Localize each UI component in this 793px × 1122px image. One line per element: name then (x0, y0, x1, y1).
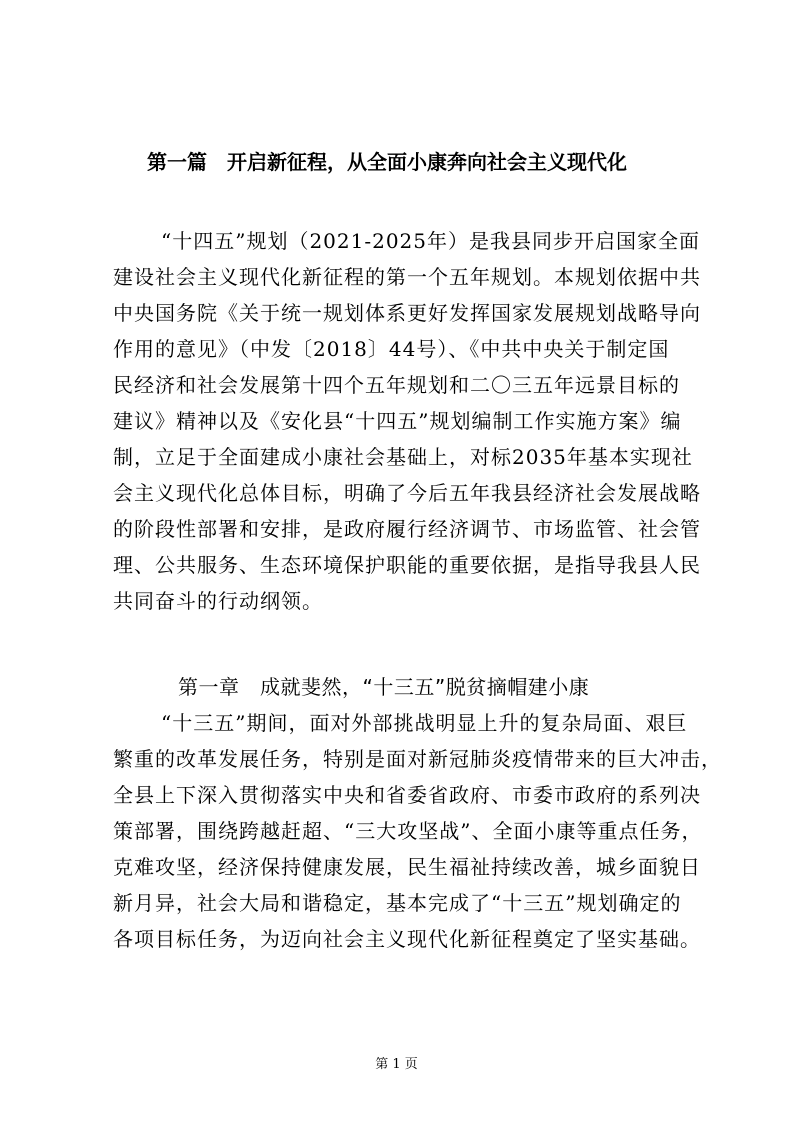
paragraph-line: 策部署，围绕跨越赶超、“三大攻坚战”、全面小康等重点任务， (113, 819, 703, 843)
paragraph-line: 理、公共服务、生态环境保护职能的重要依据，是指导我县人民 (113, 553, 701, 577)
chapter-paragraph (113, 705, 722, 957)
paragraph-line: 民经济和社会发展第十四个五年规划和二〇三五年远景目标的 (113, 373, 680, 397)
paragraph-line: 克难攻坚，经济保持健康发展，民生福祉持续改善，城乡面貌日 (113, 855, 701, 879)
intro-paragraph (113, 223, 701, 619)
paragraph-line: 中央国务院《关于统一规划体系更好发挥国家发展规划战略导向 (113, 301, 701, 325)
chapter-title: 第一章 成就斐然，“十三五”脱贫摘帽建小康 (178, 675, 590, 699)
paragraph-line: 新月异，社会大局和谐稳定，基本完成了“十三五”规划确定的 (113, 891, 682, 915)
page-number: 第 1 页 (375, 1057, 418, 1072)
paragraph-line: 各项目标任务，为迈向社会主义现代化新征程奠定了坚实基础。 (113, 927, 701, 951)
paragraph-line: 繁重的改革发展任务，特别是面对新冠肺炎疫情带来的巨大冲击， (113, 747, 722, 771)
paragraph-line: 全县上下深入贯彻落实中央和省委省政府、市委市政府的系列决 (113, 783, 701, 807)
paragraph-line: “十四五”规划（2021-2025年）是我县同步开启国家全面 (161, 229, 701, 253)
paragraph-line: 制，立足于全面建成小康社会基础上，对标2035年基本实现社 (113, 445, 693, 469)
paragraph-line: 共同奋斗的行动纲领。 (113, 589, 323, 613)
paragraph-line: “十三五”期间，面对外部挑战明显上升的复杂局面、艰巨 (161, 711, 688, 735)
part-title: 第一篇 开启新征程，从全面小康奔向社会主义现代化 (147, 150, 627, 174)
paragraph-line: 作用的意见》（中发〔2018〕44号）、《中共中央关于制定国 (113, 337, 670, 361)
paragraph-line: 的阶段性部署和安排，是政府履行经济调节、市场监管、社会管 (113, 517, 701, 541)
paragraph-line: 建设社会主义现代化新征程的第一个五年规划。本规划依据中共 (113, 265, 701, 289)
paragraph-line: 建议》精神以及《安化县“十四五”规划编制工作实施方案》编 (113, 409, 682, 433)
paragraph-line: 会主义现代化总体目标，明确了今后五年我县经济社会发展战略 (113, 481, 701, 505)
